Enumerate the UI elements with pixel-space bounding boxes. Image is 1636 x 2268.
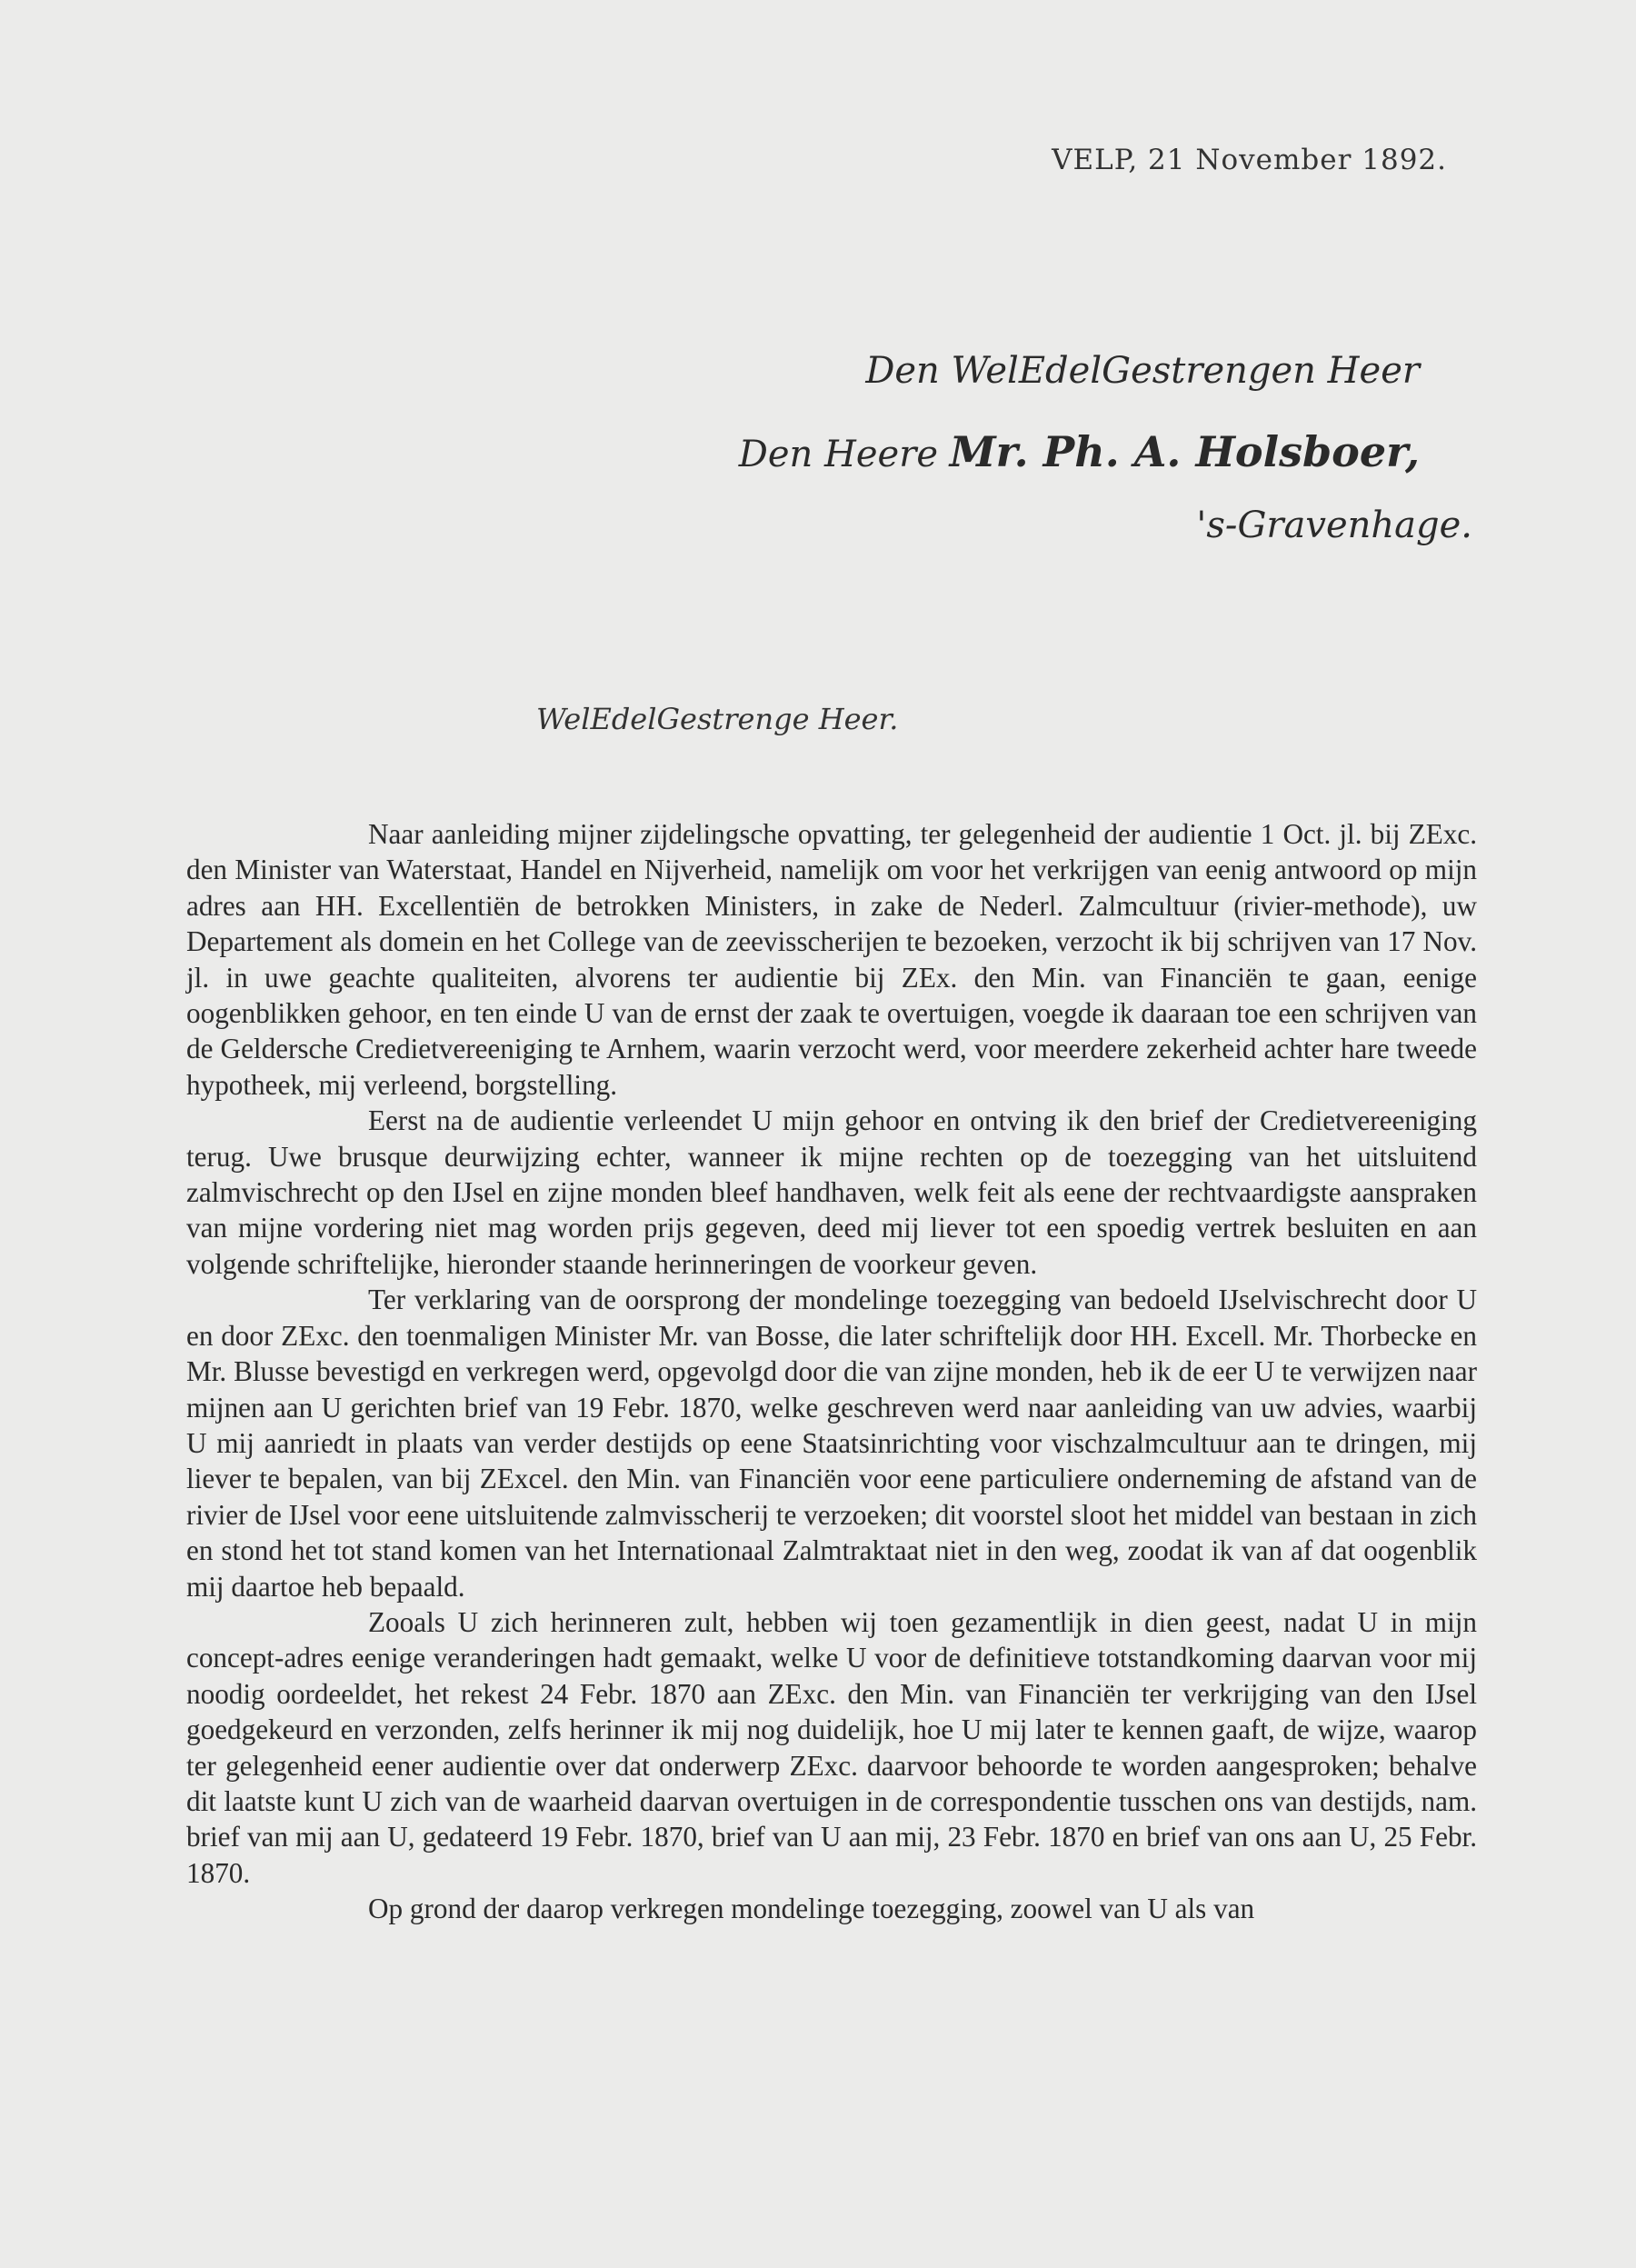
recipient-name: Mr. Ph. A. Holsboer, — [949, 427, 1420, 476]
paragraph-1: Naar aanleiding mijner zijdelingsche opvatting, ter gelegenheid der audientie 1 Oct. jl. bij ZExc. den Minister van Waterstaat, Handel en Nijverheid, namelijk om voor het verkrijgen van eenig antwoord op mijn adres aan HH. Excellentiën de betrokken Ministers, in zake de Nederl. Zalmcultuur (rivier-methode), uw Departement als domein en het College van de zeevisscherijen te bezoeken, verzocht ik bij schrijven van 17 Nov. jl. in uwe geachte qualiteiten, alvorens ter audientie bij ZEx. den Min. van Financiën te gaan, eenige oogenblikken gehoor, en ten einde U van de ernst der zaak te overtuigen, voegde ik daaraan toe een schrijven van de Geldersche Credietvereeniging te Arnhem, waarin verzocht werd, voor meerdere zekerheid achter hare tweede hypotheek, mij verleend, borgstelling. — [186, 818, 1477, 1101]
salutation: WelEdelGestrenge Heer. — [536, 702, 899, 736]
address-city: 's-Gravenhage. — [1196, 505, 1472, 546]
paragraph-3: Ter verklaring van de oorsprong der mondelinge toezegging van bedoeld IJselvischrecht door U en door ZExc. den toenmaligen Minister Mr. van Bosse, die later schriftelijk door HH. Excell. Mr. Thorbecke en Mr. Blusse bevestigd en verkregen werd, opgevolgd door die van zijne monden, heb ik de eer U te verwijzen naar mijnen aan U gerichten brief van 19 Febr. 1870, welke geschreven werd naar aanleiding van uw advies, waarbij U mij aanriedt in plaats van verder destijds op eene Staatsinrichting voor vischzalmcultuur aan te dringen, mij liever te bepalen, van bij ZExcel. den Min. van Financiën voor eene particuliere onderneming de afstand van de rivier de IJsel voor eene uitsluitende zalmvisscherij te verzoeken; dit voorstel sloot het middel van bestaan in zich en stond het tot stand komen van het Internationaal Zalmtraktaat niet in den weg, zoodat ik van af dat oogenblik mij daartoe heb bepaald. — [186, 1284, 1477, 1603]
address-prefix: Den Heere — [738, 434, 938, 475]
address-line-2 — [739, 427, 1420, 476]
paragraph-2: Eerst na de audientie verleendet U mijn gehoor en ontving ik den brief der Credietvereeniging terug. Uwe brusque deurwijzing echter, wanneer ik mijne rechten op de toezegging van het uitsluitend zalmvischrecht op den IJsel en zijne monden bleef handhaven, welk feit als eene der rechtvaardigste aanspraken van mijne vordering niet mag worden prijs gegeven, deed mij liever tot een spoedig vertrek besluiten en aan volgende schriftelijke, hieronder staande herinneringen de voorkeur geven. — [186, 1104, 1477, 1280]
letter-body — [186, 816, 1477, 1927]
paragraph-4: Zooals U zich herinneren zult, hebben wij toen gezamentlijk in dien geest, nadat U in mijn concept-adres eenige veranderingen hadt gemaakt, welke U voor de definitieve totstandkoming daarvan voor mij noodig oordeeldet, het rekest 24 Febr. 1870 aan ZExc. den Min. van Financiën ter verkrijging van den IJsel goedgekeurd en verzonden, zelfs herinner ik mij nog duidelijk, hoe U mij later te kennen gaaft, de wijze, waarop ter gelegenheid eener audientie over dat onderwerp ZExc. daarvoor behoorde te worden aangesproken; behalve dit laatste kunt U zich van de waarheid daarvan overtuigen in de correspondentie tusschen ons van destijds, nam. brief van mij aan U, gedateerd 19 Febr. 1870, brief van U aan mij, 23 Febr. 1870 en brief van ons aan U, 25 Febr. 1870. — [186, 1605, 1477, 1889]
dateline: VELP, 21 November 1892. — [1052, 144, 1447, 176]
address-line-1: Den WelEdelGestrengen Heer — [865, 350, 1420, 392]
paragraph-5: Op grond der daarop verkregen mondelinge toezegging, zoowel van U als van — [368, 1893, 1255, 1925]
